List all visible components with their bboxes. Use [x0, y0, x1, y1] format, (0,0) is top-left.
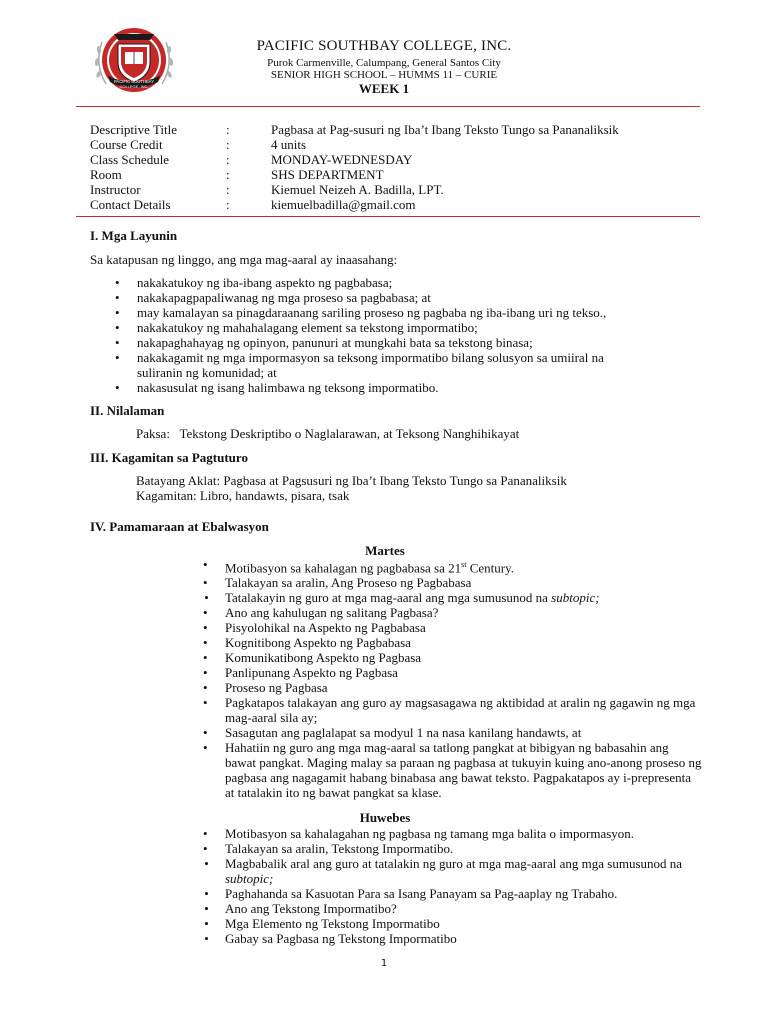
- info-colon: :: [226, 182, 230, 197]
- list-item: • Ano ang Tekstong Impormatibo?: [202, 901, 702, 916]
- list-item: • nakakatukoy ng mahahalagang element sa tekstong impormatibo;: [114, 320, 634, 335]
- list-item: • Motibasyon sa kahalagahan ng pagbasa ng tamang mga balita o impormasyon.: [202, 826, 702, 841]
- info-value: Pagbasa at Pag-susuri ng Iba’t Ibang Teksto Tungo sa Pananaliksik: [271, 122, 619, 137]
- info-colon: :: [226, 167, 230, 182]
- info-row-contact: [90, 197, 691, 212]
- list-item: • Proseso ng Pagbasa: [202, 680, 702, 695]
- list-item: • Paghahanda sa Kasuotan Para sa Isang Panayam sa Pag-aaplay ng Trabaho.: [202, 886, 702, 901]
- info-label: Instructor: [90, 182, 141, 197]
- school-name: PACIFIC SOUTHBAY COLLEGE, INC.: [256, 38, 512, 54]
- info-label: Room: [90, 167, 122, 182]
- info-value: MONDAY-WEDNESDAY: [271, 152, 413, 167]
- list-item: • Ano ang kahulugan ng salitang Pagbasa?: [202, 605, 702, 620]
- info-row-room: [90, 167, 691, 182]
- kagamitan-gamit: Kagamitan: Libro, handawts, pisara, tsak: [136, 488, 350, 503]
- list-item: • Gabay sa Pagbasa ng Tekstong Impormatibo: [202, 931, 702, 946]
- list-item: • Sasagutan ang paglalapat sa modyul 1 na nasa kanilang handawts, at: [202, 725, 702, 740]
- page-number: 1: [380, 958, 388, 969]
- header-divider: [76, 106, 700, 107]
- info-label: Contact Details: [90, 197, 171, 212]
- info-label: Descriptive Title: [90, 122, 178, 137]
- list-item: • Talakayan sa aralin, Tekstong Impormatibo.: [202, 841, 702, 856]
- list-item: • nakapaghahayag ng opinyon, panunuri at mungkahi bata sa tekstong binasa;: [114, 335, 634, 350]
- list-item: • Kognitibong Aspekto ng Pagbabasa: [202, 635, 702, 650]
- list-item: • nakakatukoy ng iba-ibang aspekto ng pagbabasa;: [114, 275, 634, 290]
- info-value: SHS DEPARTMENT: [271, 167, 384, 182]
- info-colon: :: [226, 137, 230, 152]
- list-item: • Motibasyon sa kahalagan ng pagbabasa sa 21st Century.: [202, 557, 702, 575]
- school-address: Purok Carmenville, Calumpang, General Santos City: [267, 57, 501, 69]
- info-label: Class Schedule: [90, 152, 170, 167]
- svg-text:PACIFIC SOUTHBAY: PACIFIC SOUTHBAY: [113, 79, 155, 84]
- class-level: SENIOR HIGH SCHOOL – HUMMS 11 – CURIE: [270, 69, 498, 81]
- nilalaman-paksa: Paksa: Tekstong Deskriptibo o Naglalarawan, at Teksong Nanghihikayat: [136, 426, 520, 441]
- info-colon: :: [226, 197, 230, 212]
- list-item: • Komunikatibong Aspekto ng Pagbasa: [202, 650, 702, 665]
- huwebes-list: [202, 826, 702, 946]
- list-item: • Mga Elemento ng Tekstong Impormatibo: [202, 916, 702, 931]
- list-item: • may kamalayan sa pinagdaraanang sariling proseso ng pagbaba ng iba-ibang uri ng tekso.,: [114, 305, 634, 320]
- list-item: • nakakagamit ng mga impormasyon sa teksong impormatibo bilang solusyon sa umiiral na suliranin ng komunidad; at: [114, 350, 634, 380]
- info-value: kiemuelbadilla@gmail.com: [271, 197, 416, 212]
- info-colon: :: [226, 152, 230, 167]
- day-heading-huwebes: Huwebes: [359, 810, 411, 825]
- martes-list: [202, 557, 702, 800]
- day-heading-martes: Martes: [365, 543, 405, 558]
- section-title-kagamitan: III. Kagamitan sa Pagtuturo: [90, 450, 248, 465]
- kagamitan-aklat: Batayang Aklat: Pagbasa at Pagsusuri ng Iba’t Ibang Teksto Tungo sa Pananaliksik: [136, 473, 567, 488]
- list-item: • Hahatiin ng guro ang mga mag-aaral sa tatlong pangkat at bibigyan ng babasahin ang bawat pangkat. Maging malay sa paraan ng pagbasa at tukuyin kuing ano-anong proseso ng pagbasa ang nagagamit habang binabasa ang bawat teksto. Pagpakatapos ay i-prepresenta at tatalakin ito ng bawat pangkat sa klase.: [202, 740, 702, 800]
- info-row-instructor: [90, 182, 691, 197]
- week-label: WEEK 1: [358, 81, 410, 96]
- info-colon: :: [226, 122, 230, 137]
- course-info: [90, 122, 691, 212]
- list-item: • Tatalakayin ng guro at mga mag-aaral ang mga sumusunod na subtopic;: [202, 590, 702, 605]
- list-item: • nakakapagpapaliwanag ng mga proseso sa pagbabasa; at: [114, 290, 634, 305]
- section-title-layunin: I. Mga Layunin: [90, 228, 178, 243]
- list-item: • Pagkatapos talakayan ang guro ay magsasagawa ng aktibidad at aralin ng gagawin ng mga mag-aaral sila ay;: [202, 695, 702, 725]
- section-title-nilalaman: II. Nilalaman: [90, 403, 165, 418]
- list-item: • Talakayan sa aralin, Ang Proseso ng Pagbabasa: [202, 575, 702, 590]
- info-value: Kiemuel Neizeh A. Badilla, LPT.: [271, 182, 444, 197]
- section-title-pamamaraan: IV. Pamamaraan at Ebalwasyon: [90, 519, 269, 534]
- info-divider: [76, 216, 700, 217]
- info-row-credit: [90, 137, 691, 152]
- info-row-title: [90, 122, 691, 137]
- list-item: • nakasusulat ng isang halimbawa ng teksong impormatibo.: [114, 380, 634, 395]
- info-label: Course Credit: [90, 137, 163, 152]
- list-item: • Magbabalik aral ang guro at tatalakin ng guro at mga mag-aaral ang mga sumusunod na subtopic;: [202, 856, 702, 886]
- list-item: • Pisyolohikal na Aspekto ng Pagbabasa: [202, 620, 702, 635]
- svg-text:COLLEGE, INC.: COLLEGE, INC.: [119, 84, 149, 89]
- list-item: • Panlipunang Aspekto ng Pagbasa: [202, 665, 702, 680]
- info-value: 4 units: [271, 137, 307, 152]
- layunin-list: [114, 275, 634, 395]
- info-row-schedule: [90, 152, 691, 167]
- layunin-intro: Sa katapusan ng linggo, ang mga mag-aaral ay inaasahang:: [90, 252, 398, 267]
